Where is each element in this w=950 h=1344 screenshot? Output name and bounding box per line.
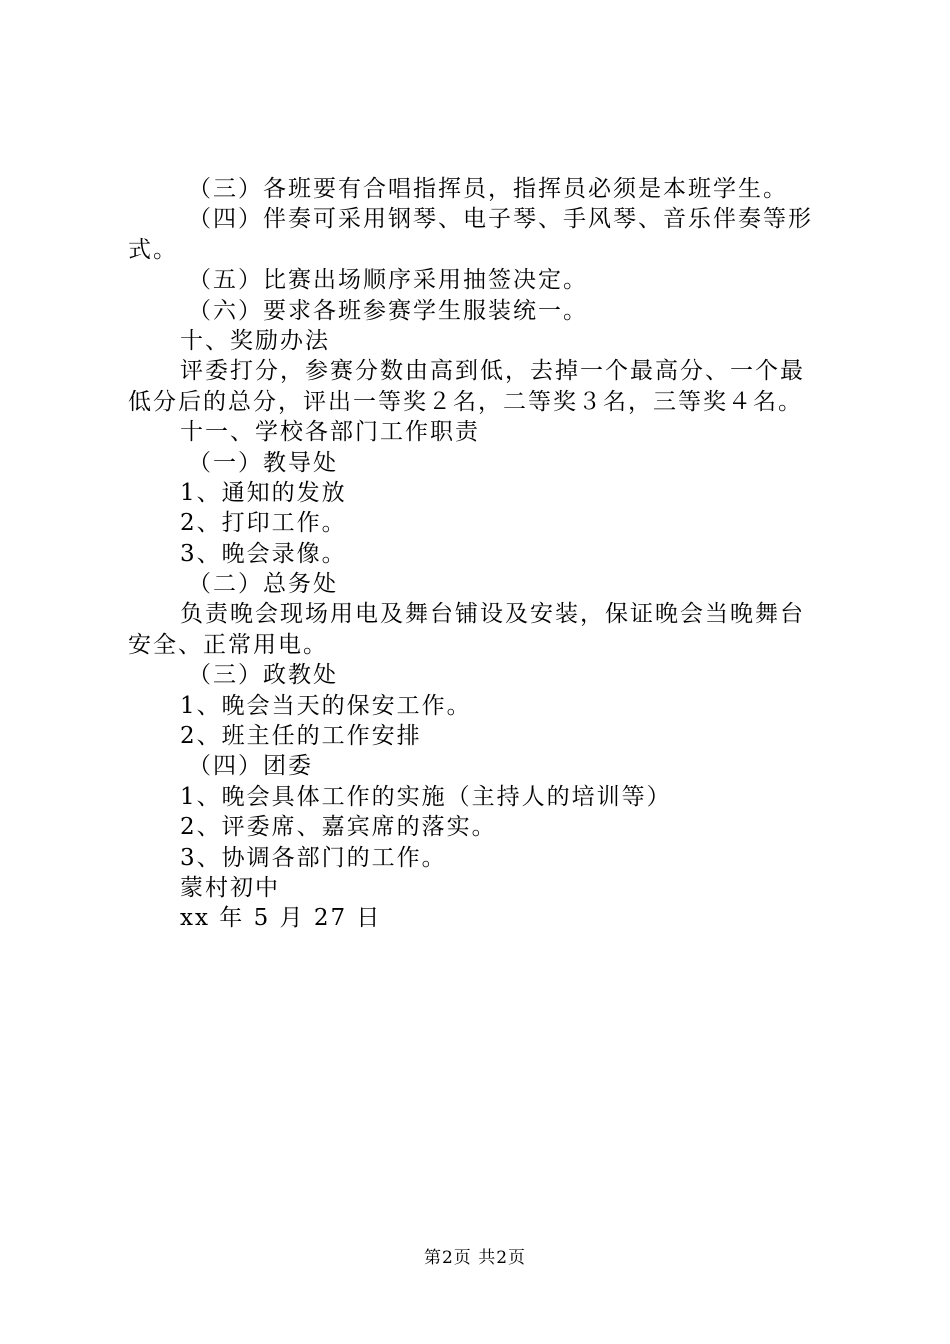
subsection-heading: （一）教导处 — [188, 449, 338, 476]
subsection-heading: （三）政教处 — [188, 662, 338, 689]
section-heading: 十、奖励办法 — [180, 327, 330, 354]
subsection-heading: （四）团委 — [188, 753, 313, 780]
paragraph-line: （四）伴奏可采用钢琴、电子琴、手风琴、音乐伴奏等形 — [188, 206, 813, 233]
list-item: 1、晚会当天的保安工作。 — [180, 692, 472, 719]
signature-date: xx 年 5 月 27 日 — [180, 905, 382, 932]
signature-organization: 蒙村初中 — [180, 874, 280, 901]
list-item: 2、评委席、嘉宾席的落实。 — [180, 814, 497, 841]
paragraph-line: （五）比赛出场顺序采用抽签决定。 — [188, 267, 588, 294]
paragraph-line: 式。 — [128, 236, 178, 263]
paragraph-line: 负责晚会现场用电及舞台铺设及安装，保证晚会当晚舞台 — [180, 601, 805, 628]
paragraph-line: （六）要求各班参赛学生服装统一。 — [188, 297, 588, 324]
list-item: 3、协调各部门的工作。 — [180, 844, 447, 871]
subsection-heading: （二）总务处 — [188, 571, 338, 598]
list-item: 2、打印工作。 — [180, 510, 347, 537]
document-body — [128, 174, 833, 934]
list-item: 3、晚会录像。 — [180, 540, 347, 567]
paragraph-line: （三）各班要有合唱指挥员，指挥员必须是本班学生。 — [188, 176, 788, 202]
page-footer: 第2页 共2页 — [423, 1248, 527, 1268]
list-item: 1、晚会具体工作的实施（主持人的培训等） — [180, 783, 672, 810]
list-item: 1、通知的发放 — [180, 479, 347, 506]
section-heading: 十一、学校各部门工作职责 — [180, 419, 480, 446]
list-item: 2、班主任的工作安排 — [180, 723, 422, 750]
paragraph-line: 安全、正常用电。 — [128, 631, 328, 658]
paragraph-line: 评委打分，参赛分数由高到低，去掉一个最高分、一个最 — [180, 358, 805, 385]
paragraph-line: 低分后的总分，评出一等奖２名，二等奖３名，三等奖４名。 — [128, 388, 803, 415]
